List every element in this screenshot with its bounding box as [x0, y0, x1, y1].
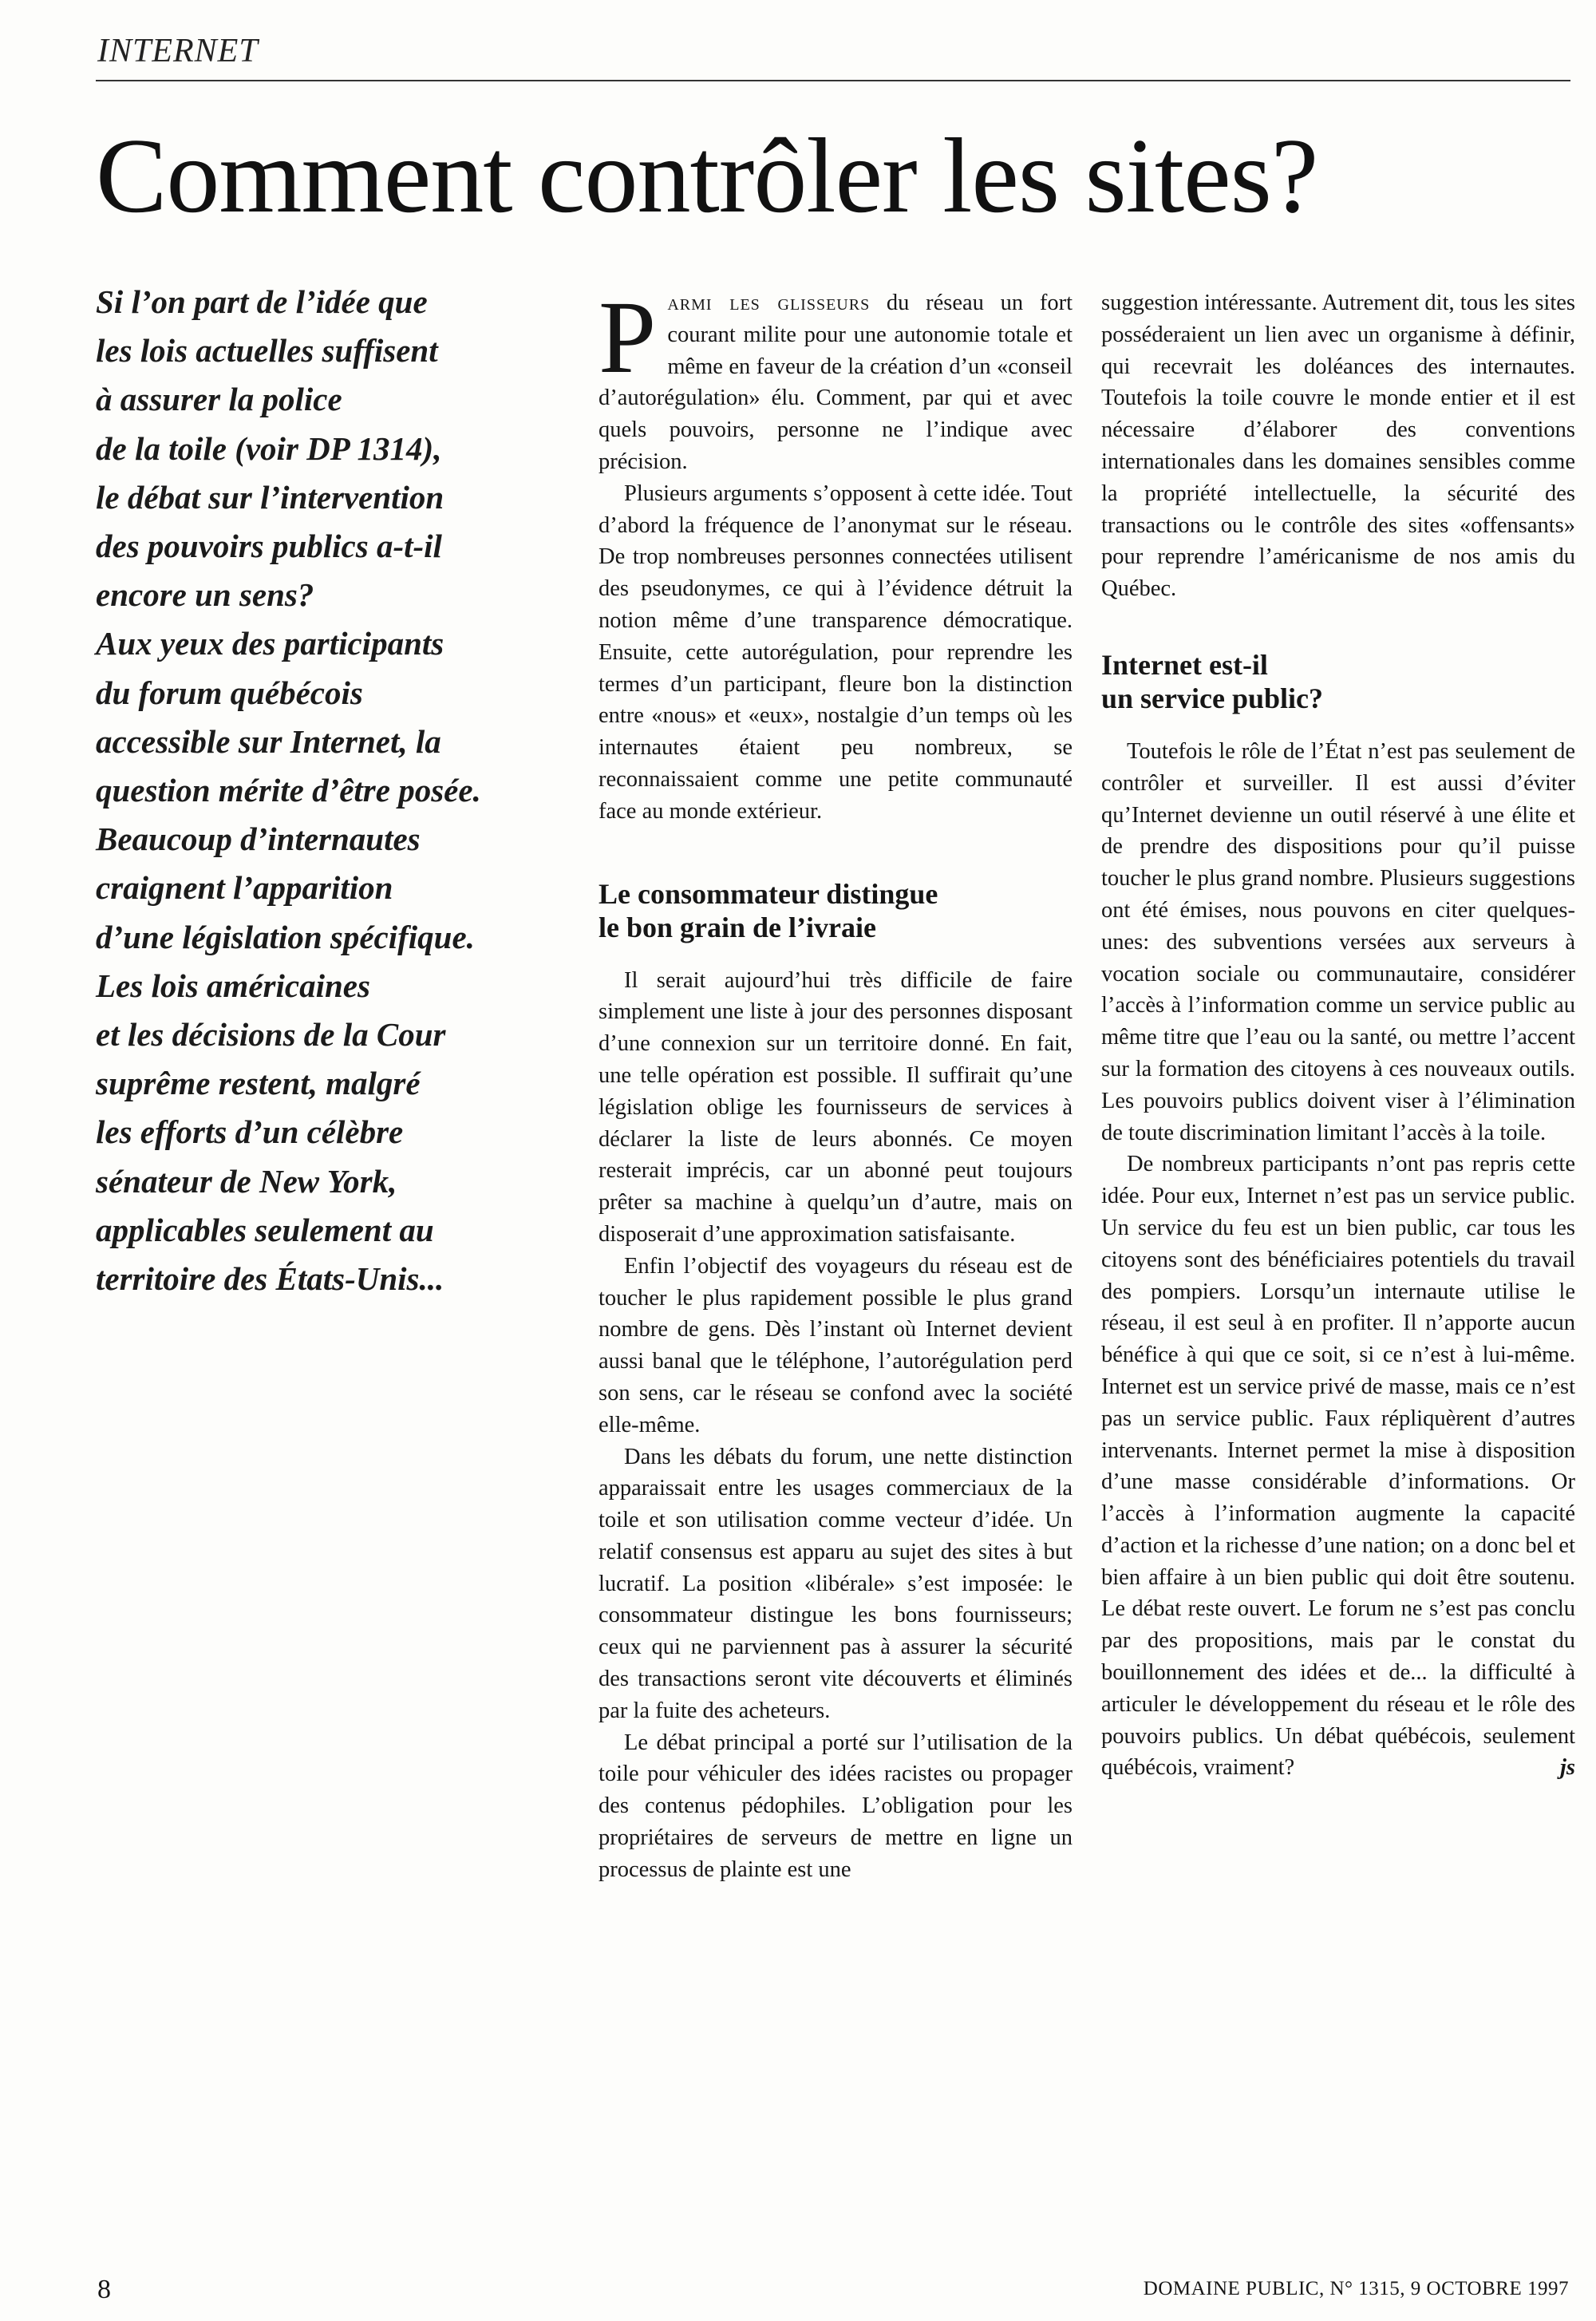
subheading-1-line-1: Le consommateur distingue	[598, 877, 938, 910]
lead-line: Les lois américaines	[96, 967, 370, 1004]
paragraph-8	[1101, 1149, 1575, 1784]
lead-paragraph	[96, 278, 575, 1303]
lead-line: territoire des États-Unis...	[96, 1260, 444, 1298]
lead-line: du forum québécois	[96, 674, 363, 711]
lead-line: à assurer la police	[96, 381, 342, 418]
paragraph-6: Le débat principal a porté sur l’utilisation de la toile pour véhiculer des idées racistes ou propager des contenus pédophiles. L’obligation pour les propriétaires de serveurs de mettre en ligne un processus de plainte est une	[598, 1730, 1073, 1882]
paragraph-2: Plusieurs arguments s’opposent à cette idée. Tout d’abord la fréquence de l’anonymat sur le réseau. De trop nombreuses personnes connectées utilisent des pseudonymes, ce qui à l’évidence détruit la notion même d’une transparence démocratique. Ensuite, cette autorégulation, pour reprendre les termes d’un participant, fleure bon la distinction entre «nous» et «eux», nostalgie d’un temps où les internautes étaient peu nombreux, se reconnaissaient comme une petite communauté face au monde extérieur.	[598, 480, 1073, 824]
dropcap-letter: P	[598, 280, 657, 395]
author-signature: js	[1559, 1755, 1575, 1781]
header-rule	[96, 80, 1570, 81]
lead-line: applicables seulement au	[96, 1211, 434, 1248]
paragraph-3: Il serait aujourd’hui très difficile de faire simplement une liste à jour des personnes disposant d’une connexion sur un territoire donné. En fait, une telle opération est possible. Il suffirait qu’une législation oblige les fournisseurs de services à déclarer la liste de leurs abonnés. Ce moyen resterait imprécis, car un abonné peut toujours prêter sa machine à quelqu’un d’autre, mais on disposerait d’une approximation satisfaisante.	[598, 967, 1073, 1247]
paragraph-5: Dans les débats du forum, une nette distinction apparaissait entre les usages commerciaux de la toile et son utilisation comme vecteur d’idée. Un relatif consensus est apparu au sujet des sites à but lucratif. La position «libérale» s’est imposée: le consommateur distingue les bons fournisseurs; ceux qui ne parviennent pas à assurer la sécurité des transactions seront vite découverts et éliminés par la fuite des acheteurs.	[598, 1444, 1073, 1723]
lead-line: d’une législation spécifique.	[96, 918, 475, 955]
opening-smallcaps: armi les glisseurs	[667, 291, 871, 315]
lead-line: sénateur de New York,	[96, 1162, 397, 1200]
paragraph-8-text: De nombreux participants n’ont pas repris cette idée. Pour eux, Internet n’est pas un service public. Un service du feu est un bien public, car tous les citoyens sont des bénéficiaires potentiels du travail des pompiers. Lorsqu’un internaute utilise le réseau, il est seul à en profiter. Il n’apporte aucun bénéfice à qui que ce soit, si ce n’est à lui-même. Internet est un service privé de masse, mais ce n’est pas un service public. Faux répliquèrent d’autres intervenants. Internet permet la mise à disposition d’une masse considérable d’informations. Or l’accès à l’information augmente la capacité d’action et la richesse d’une nation; on a donc bel et bien affaire à un bien public qui doit être soutenu. Le débat reste ouvert. Le forum ne s’est pas conclu par des propositions, mais par le constat du bouillonnement des idées et de... la difficulté à articuler le développement du réseau et le rôle des pouvoirs publics. Un débat québécois, seulement québécois, vraiment?	[1101, 1152, 1575, 1781]
subheading-consommateur	[598, 877, 1073, 944]
lead-line: Si l’on part de l’idée que	[96, 283, 428, 320]
paragraph-7: Toutefois le rôle de l’État n’est pas seulement de contrôler et surveiller. Il est aussi d’éviter qu’Internet devienne un outil réservé à une élite et de prendre des dispositions pour qu’il puisse toucher le plus grand nombre. Plusieurs suggestions ont été émises, nous pouvons en citer quelques-unes: des subventions versées aux serveurs à vocation sociale ou communautaire, considérer l’accès à l’information comme un service public au même titre que l’eau ou la santé, ou mettre l’accent sur la formation des citoyens à ces nouveaux outils. Les pouvoirs publics doivent viser à l’élimination de toute discrimination limitant l’accès à la toile.	[1101, 738, 1575, 1145]
subheading-2-line-1: Internet est-il	[1101, 648, 1268, 681]
lead-line: accessible sur Internet, la	[96, 722, 441, 760]
lead-line: Aux yeux des participants	[96, 625, 444, 662]
lead-line: Beaucoup d’internautes	[96, 820, 421, 858]
publication-footer: DOMAINE PUBLIC, N° 1315, 9 OCTOBRE 1997	[1143, 2278, 1569, 2299]
lead-line: craignent l’apparition	[96, 869, 393, 907]
subheading-service-public	[1101, 648, 1575, 715]
lead-line: les lois actuelles suffisent	[96, 332, 438, 370]
article-title: Comment contrôler les sites?	[96, 117, 1318, 235]
lead-line: encore un sens?	[96, 576, 314, 614]
lead-line: suprême restent, malgré	[96, 1065, 421, 1102]
paragraph-6-continued: suggestion intéressante. Autrement dit, tous les sites posséderaient un lien avec un organisme à définir, qui recevrait les doléances des internautes. Toutefois la toile couvre le monde entier et il est nécessaire d’élaborer des conventions internationales dans les domaines sensibles comme la propriété intellectuelle, la sécurité des transactions ou le contrôle des sites «offensants» pour reprendre l’américanisme de nos amis du Québec.	[1101, 291, 1575, 602]
column-3	[1101, 287, 1575, 1784]
lead-line: question mérite d’être posée.	[96, 772, 481, 809]
lead-line: des pouvoirs publics a-t-il	[96, 528, 442, 565]
section-rubric: INTERNET	[97, 33, 259, 69]
lead-line: et les décisions de la Cour	[96, 1016, 446, 1054]
paragraph-1-text: du réseau un fort courant milite pour une autonomie totale et même en faveur de la création d’un «conseil d’autorégulation» élu. Comment, par qui et avec quels pouvoirs, personne ne l’indique avec précision.	[598, 291, 1073, 474]
paragraph-1	[598, 280, 1073, 478]
subheading-2-line-2: un service public?	[1101, 682, 1324, 714]
lead-line: de la toile (voir DP 1314),	[96, 429, 442, 467]
lead-line: le débat sur l’intervention	[96, 478, 444, 516]
subheading-1-line-2: le bon grain de l’ivraie	[598, 911, 876, 943]
lead-line: les efforts d’un célèbre	[96, 1113, 404, 1151]
column-2	[598, 280, 1073, 1886]
page-number: 8	[97, 2275, 111, 2304]
paragraph-4: Enfin l’objectif des voyageurs du réseau est de toucher le plus rapidement possible le plus grand nombre de gens. Dès l’instant où Internet devient aussi banal que le téléphone, l’autorégulation perd son sens, car le réseau se confond avec la société elle-même.	[598, 1253, 1073, 1437]
